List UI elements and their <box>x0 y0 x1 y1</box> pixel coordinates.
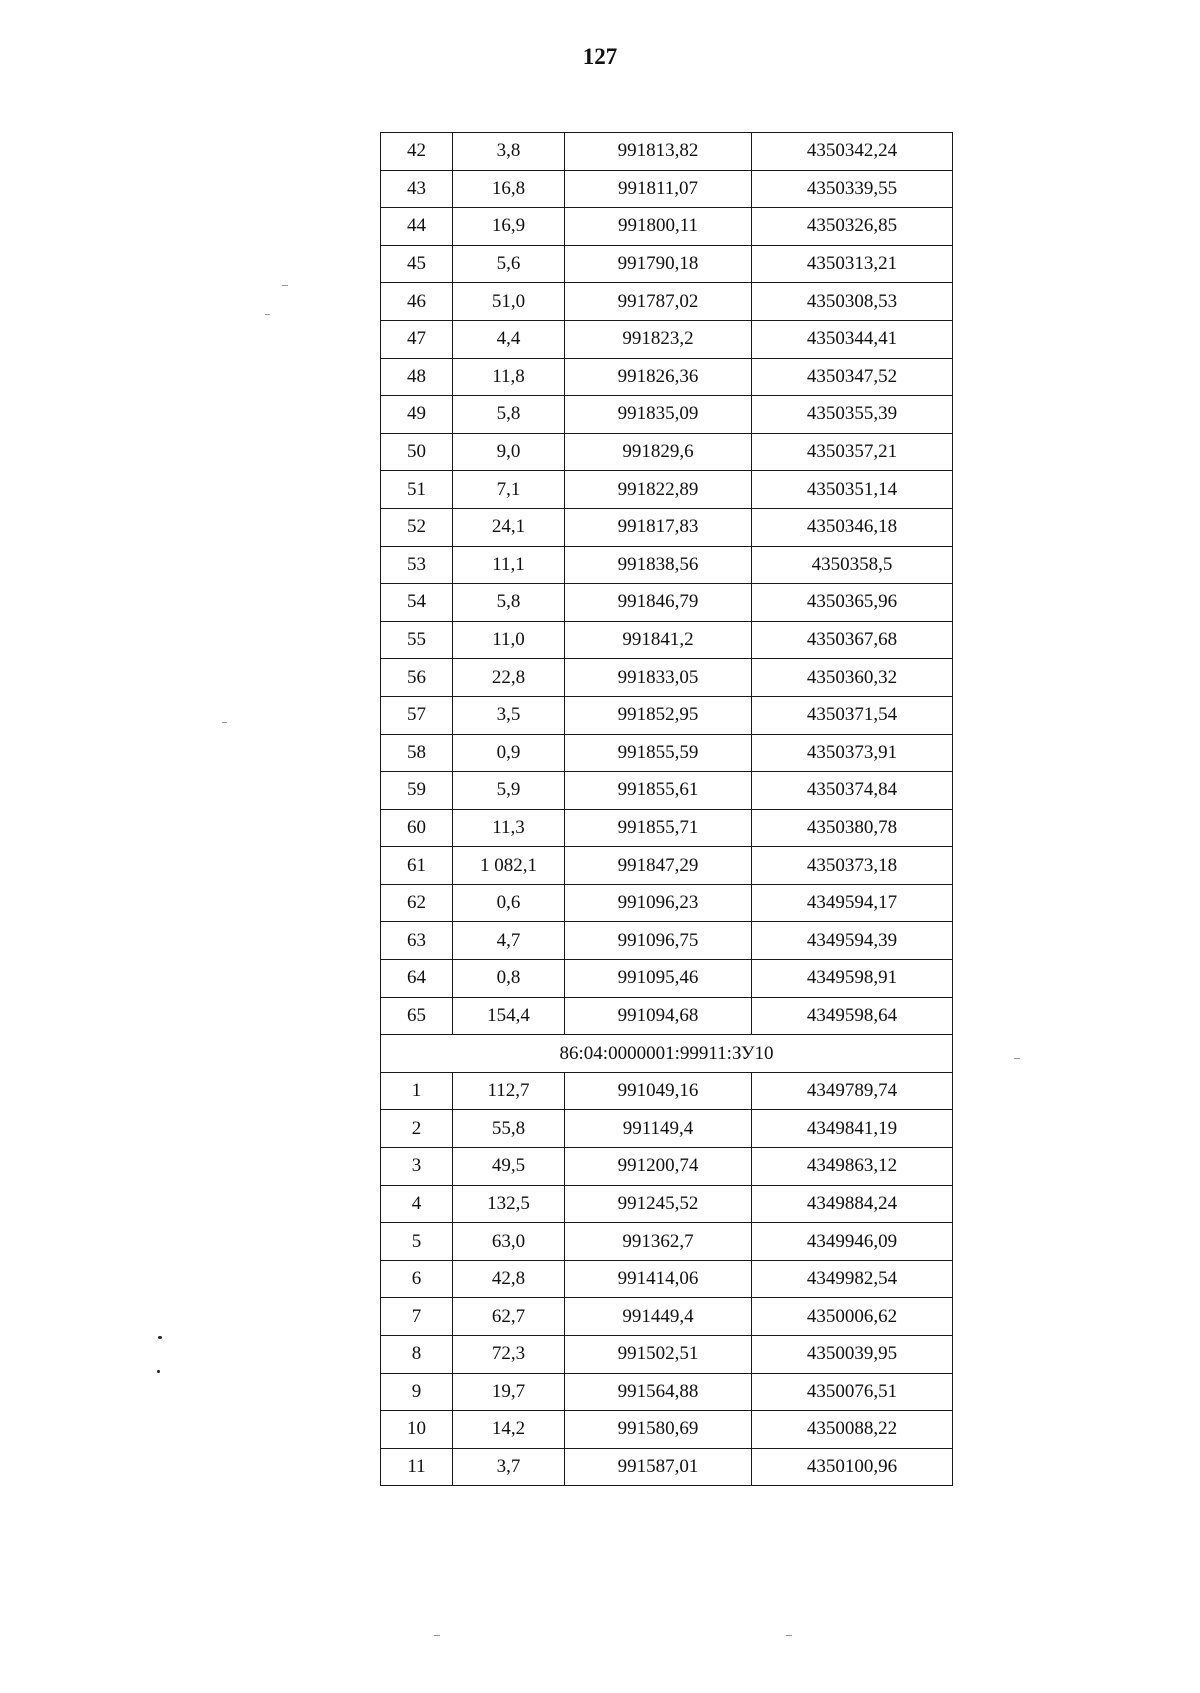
length-cell: 16,8 <box>453 170 565 208</box>
y-coordinate-cell: 4350006,62 <box>752 1298 953 1336</box>
y-coordinate-cell: 4349789,74 <box>752 1072 953 1110</box>
x-coordinate-cell: 991823,2 <box>565 320 752 358</box>
x-coordinate-cell: 991855,59 <box>565 734 752 772</box>
point-number-cell: 1 <box>381 1072 453 1110</box>
x-coordinate-cell: 991096,23 <box>565 884 752 922</box>
length-cell: 63,0 <box>453 1223 565 1261</box>
x-coordinate-cell: 991245,52 <box>565 1185 752 1223</box>
point-number-cell: 8 <box>381 1336 453 1374</box>
point-number-cell: 46 <box>381 283 453 321</box>
x-coordinate-cell: 991817,83 <box>565 508 752 546</box>
point-number-cell: 54 <box>381 584 453 622</box>
table-row <box>381 1448 953 1486</box>
table-row <box>381 1148 953 1186</box>
table-row <box>381 1373 953 1411</box>
length-cell: 0,8 <box>453 960 565 998</box>
length-cell: 14,2 <box>453 1411 565 1449</box>
x-coordinate-cell: 991829,6 <box>565 433 752 471</box>
table-row <box>381 960 953 998</box>
y-coordinate-cell: 4349884,24 <box>752 1185 953 1223</box>
point-number-cell: 59 <box>381 772 453 810</box>
point-number-cell: 50 <box>381 433 453 471</box>
table-row <box>381 433 953 471</box>
table-row <box>381 245 953 283</box>
point-number-cell: 58 <box>381 734 453 772</box>
length-cell: 1 082,1 <box>453 847 565 885</box>
length-cell: 49,5 <box>453 1148 565 1186</box>
y-coordinate-cell: 4350339,55 <box>752 170 953 208</box>
x-coordinate-cell: 991846,79 <box>565 584 752 622</box>
table-row <box>381 508 953 546</box>
point-number-cell: 43 <box>381 170 453 208</box>
y-coordinate-cell: 4350076,51 <box>752 1373 953 1411</box>
y-coordinate-cell: 4350373,91 <box>752 734 953 772</box>
section-header-row <box>381 1035 953 1073</box>
point-number-cell: 56 <box>381 659 453 697</box>
y-coordinate-cell: 4350342,24 <box>752 133 953 171</box>
point-number-cell: 45 <box>381 245 453 283</box>
y-coordinate-cell: 4350358,5 <box>752 546 953 584</box>
table-row <box>381 1110 953 1148</box>
y-coordinate-cell: 4350039,95 <box>752 1336 953 1374</box>
y-coordinate-cell: 4350355,39 <box>752 396 953 434</box>
table-row <box>381 922 953 960</box>
point-number-cell: 65 <box>381 997 453 1035</box>
point-number-cell: 55 <box>381 621 453 659</box>
y-coordinate-cell: 4350313,21 <box>752 245 953 283</box>
x-coordinate-cell: 991852,95 <box>565 696 752 734</box>
length-cell: 7,1 <box>453 471 565 509</box>
point-number-cell: 61 <box>381 847 453 885</box>
length-cell: 55,8 <box>453 1110 565 1148</box>
x-coordinate-cell: 991811,07 <box>565 170 752 208</box>
x-coordinate-cell: 991564,88 <box>565 1373 752 1411</box>
y-coordinate-cell: 4350380,78 <box>752 809 953 847</box>
y-coordinate-cell: 4350357,21 <box>752 433 953 471</box>
table-row <box>381 546 953 584</box>
length-cell: 22,8 <box>453 659 565 697</box>
point-number-cell: 63 <box>381 922 453 960</box>
point-number-cell: 44 <box>381 208 453 246</box>
scan-mark <box>222 722 227 723</box>
table-row <box>381 1223 953 1261</box>
y-coordinate-cell: 4350347,52 <box>752 358 953 396</box>
length-cell: 3,7 <box>453 1448 565 1486</box>
length-cell: 19,7 <box>453 1373 565 1411</box>
x-coordinate-cell: 991094,68 <box>565 997 752 1035</box>
point-number-cell: 7 <box>381 1298 453 1336</box>
length-cell: 51,0 <box>453 283 565 321</box>
length-cell: 3,5 <box>453 696 565 734</box>
point-number-cell: 5 <box>381 1223 453 1261</box>
point-number-cell: 57 <box>381 696 453 734</box>
x-coordinate-cell: 991200,74 <box>565 1148 752 1186</box>
length-cell: 112,7 <box>453 1072 565 1110</box>
x-coordinate-cell: 991096,75 <box>565 922 752 960</box>
table-row <box>381 1185 953 1223</box>
y-coordinate-cell: 4350374,84 <box>752 772 953 810</box>
length-cell: 24,1 <box>453 508 565 546</box>
table-row <box>381 997 953 1035</box>
x-coordinate-cell: 991414,06 <box>565 1260 752 1298</box>
table-row <box>381 621 953 659</box>
x-coordinate-cell: 991049,16 <box>565 1072 752 1110</box>
x-coordinate-cell: 991787,02 <box>565 283 752 321</box>
y-coordinate-cell: 4350326,85 <box>752 208 953 246</box>
length-cell: 9,0 <box>453 433 565 471</box>
x-coordinate-cell: 991855,61 <box>565 772 752 810</box>
scan-mark <box>282 285 288 286</box>
table-row <box>381 847 953 885</box>
table-row <box>381 396 953 434</box>
point-number-cell: 53 <box>381 546 453 584</box>
x-coordinate-cell: 991822,89 <box>565 471 752 509</box>
length-cell: 4,7 <box>453 922 565 960</box>
y-coordinate-cell: 4349863,12 <box>752 1148 953 1186</box>
table-body <box>381 133 953 1486</box>
length-cell: 154,4 <box>453 997 565 1035</box>
length-cell: 72,3 <box>453 1336 565 1374</box>
x-coordinate-cell: 991502,51 <box>565 1336 752 1374</box>
length-cell: 11,0 <box>453 621 565 659</box>
x-coordinate-cell: 991841,2 <box>565 621 752 659</box>
x-coordinate-cell: 991833,05 <box>565 659 752 697</box>
y-coordinate-cell: 4349598,91 <box>752 960 953 998</box>
x-coordinate-cell: 991790,18 <box>565 245 752 283</box>
x-coordinate-cell: 991449,4 <box>565 1298 752 1336</box>
x-coordinate-cell: 991813,82 <box>565 133 752 171</box>
table-row <box>381 133 953 171</box>
length-cell: 0,6 <box>453 884 565 922</box>
coordinates-table <box>380 132 953 1486</box>
cadastral-number-label: 86:04:0000001:99911:ЗУ10 <box>381 1035 953 1073</box>
length-cell: 5,9 <box>453 772 565 810</box>
y-coordinate-cell: 4350365,96 <box>752 584 953 622</box>
point-number-cell: 9 <box>381 1373 453 1411</box>
x-coordinate-cell: 991835,09 <box>565 396 752 434</box>
length-cell: 11,8 <box>453 358 565 396</box>
table-row <box>381 1260 953 1298</box>
x-coordinate-cell: 991826,36 <box>565 358 752 396</box>
scan-speck <box>157 1370 160 1373</box>
length-cell: 0,9 <box>453 734 565 772</box>
length-cell: 11,3 <box>453 809 565 847</box>
point-number-cell: 10 <box>381 1411 453 1449</box>
x-coordinate-cell: 991580,69 <box>565 1411 752 1449</box>
table-row <box>381 696 953 734</box>
length-cell: 132,5 <box>453 1185 565 1223</box>
y-coordinate-cell: 4349598,64 <box>752 997 953 1035</box>
scan-speck <box>158 1336 162 1339</box>
y-coordinate-cell: 4350346,18 <box>752 508 953 546</box>
length-cell: 5,8 <box>453 396 565 434</box>
point-number-cell: 62 <box>381 884 453 922</box>
length-cell: 5,6 <box>453 245 565 283</box>
point-number-cell: 11 <box>381 1448 453 1486</box>
scan-mark <box>786 1635 792 1636</box>
x-coordinate-cell: 991587,01 <box>565 1448 752 1486</box>
table-row <box>381 1298 953 1336</box>
table-row <box>381 734 953 772</box>
table-row <box>381 471 953 509</box>
y-coordinate-cell: 4350351,14 <box>752 471 953 509</box>
table-row <box>381 584 953 622</box>
point-number-cell: 48 <box>381 358 453 396</box>
point-number-cell: 60 <box>381 809 453 847</box>
point-number-cell: 2 <box>381 1110 453 1148</box>
table-row <box>381 659 953 697</box>
x-coordinate-cell: 991149,4 <box>565 1110 752 1148</box>
table-row <box>381 1072 953 1110</box>
table-row <box>381 1336 953 1374</box>
y-coordinate-cell: 4350373,18 <box>752 847 953 885</box>
y-coordinate-cell: 4350344,41 <box>752 320 953 358</box>
y-coordinate-cell: 4350367,68 <box>752 621 953 659</box>
scan-mark <box>265 314 270 315</box>
x-coordinate-cell: 991847,29 <box>565 847 752 885</box>
y-coordinate-cell: 4349594,17 <box>752 884 953 922</box>
point-number-cell: 3 <box>381 1148 453 1186</box>
y-coordinate-cell: 4349841,19 <box>752 1110 953 1148</box>
point-number-cell: 47 <box>381 320 453 358</box>
table-row <box>381 884 953 922</box>
table-row <box>381 208 953 246</box>
length-cell: 11,1 <box>453 546 565 584</box>
y-coordinate-cell: 4350100,96 <box>752 1448 953 1486</box>
length-cell: 42,8 <box>453 1260 565 1298</box>
x-coordinate-cell: 991095,46 <box>565 960 752 998</box>
x-coordinate-cell: 991800,11 <box>565 208 752 246</box>
point-number-cell: 4 <box>381 1185 453 1223</box>
table-row <box>381 809 953 847</box>
point-number-cell: 49 <box>381 396 453 434</box>
scan-mark <box>434 1635 440 1636</box>
y-coordinate-cell: 4349946,09 <box>752 1223 953 1261</box>
scan-mark <box>1014 1058 1020 1059</box>
y-coordinate-cell: 4349594,39 <box>752 922 953 960</box>
y-coordinate-cell: 4350371,54 <box>752 696 953 734</box>
y-coordinate-cell: 4350088,22 <box>752 1411 953 1449</box>
x-coordinate-cell: 991838,56 <box>565 546 752 584</box>
point-number-cell: 6 <box>381 1260 453 1298</box>
x-coordinate-cell: 991855,71 <box>565 809 752 847</box>
length-cell: 4,4 <box>453 320 565 358</box>
point-number-cell: 51 <box>381 471 453 509</box>
y-coordinate-cell: 4349982,54 <box>752 1260 953 1298</box>
table-row <box>381 170 953 208</box>
table-row <box>381 1411 953 1449</box>
length-cell: 5,8 <box>453 584 565 622</box>
table-row <box>381 772 953 810</box>
x-coordinate-cell: 991362,7 <box>565 1223 752 1261</box>
page-number: 127 <box>582 44 618 69</box>
length-cell: 16,9 <box>453 208 565 246</box>
point-number-cell: 52 <box>381 508 453 546</box>
y-coordinate-cell: 4350308,53 <box>752 283 953 321</box>
length-cell: 3,8 <box>453 133 565 171</box>
point-number-cell: 42 <box>381 133 453 171</box>
length-cell: 62,7 <box>453 1298 565 1336</box>
table-row <box>381 320 953 358</box>
table-row <box>381 358 953 396</box>
y-coordinate-cell: 4350360,32 <box>752 659 953 697</box>
point-number-cell: 64 <box>381 960 453 998</box>
table-row <box>381 283 953 321</box>
